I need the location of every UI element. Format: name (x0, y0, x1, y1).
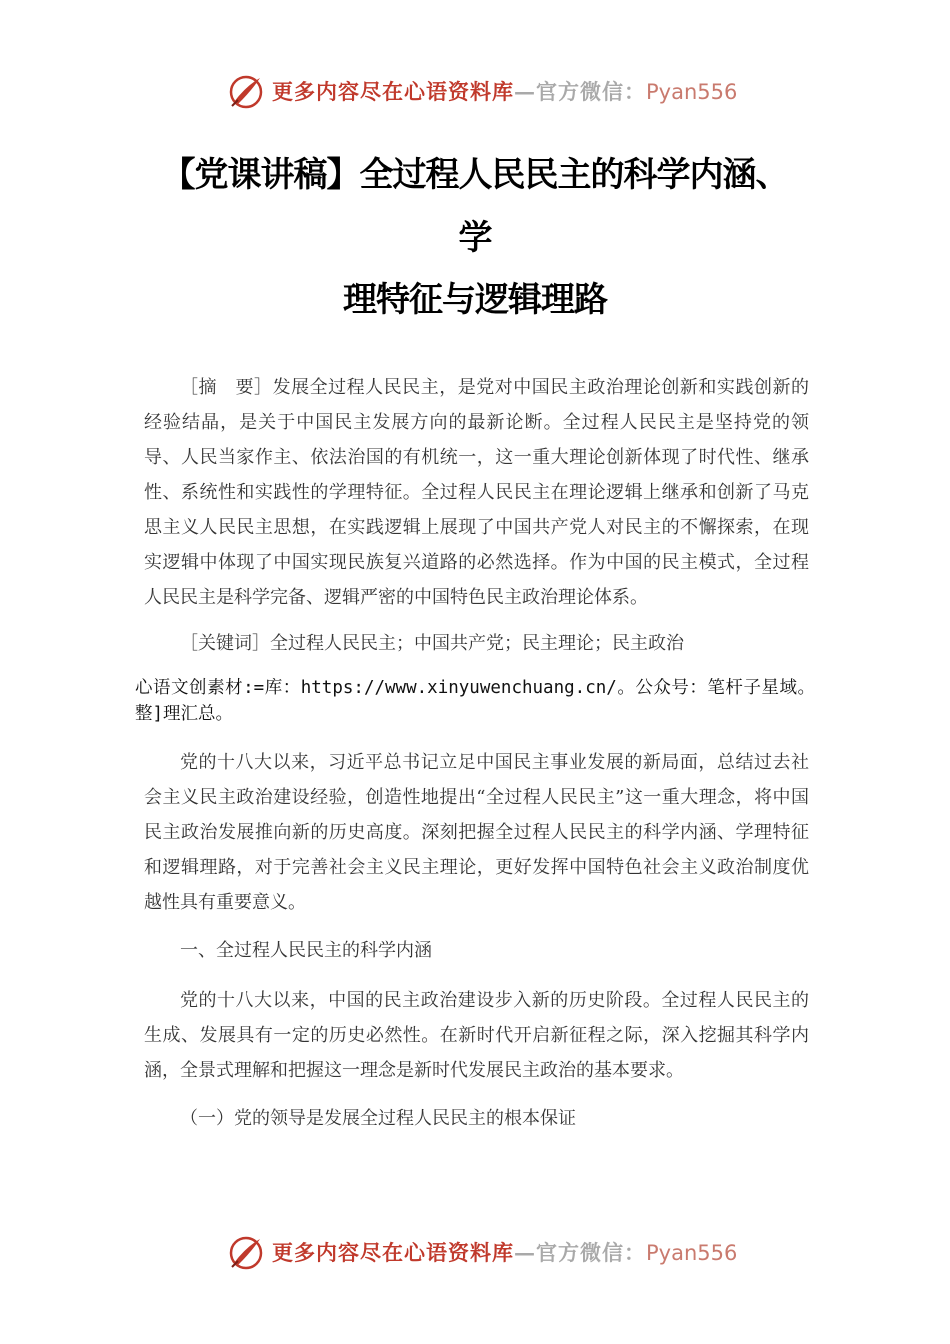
section-heading-1: 一、全过程人民民主的科学内涵 (180, 940, 432, 961)
banner-text-main: 更多内容尽在心语资料库 (272, 79, 514, 104)
banner-text-main: 更多内容尽在心语资料库 (272, 1240, 514, 1265)
document-title-line-1: 【党课讲稿】全过程人民民主的科学内涵、 (161, 155, 789, 195)
intro-paragraph: 党的十八大以来，习近平总书记立足中国民主事业发展的新局面，总结过去社会主义民主政治建设经验，创造性地提出“全过程人民民主”这一重大理念，将中国民主政治发展推向新的历史高度。深刻把握全过程人民民主的科学内涵、学理特征和逻辑理路，对于完善社会主义民主理论，更好发挥中国特色社会主义政治制度优越性具有重要意义。 (144, 752, 809, 913)
banner-text-label: —官方微信： (514, 1240, 646, 1265)
header-banner (0, 72, 950, 112)
pen-logo-icon (226, 1233, 266, 1273)
banner-text-wechat-id: Pyan556 (646, 80, 738, 104)
section-1-paragraph: 党的十八大以来，中国的民主政治建设步入新的历史阶段。全过程人民民主的生成、发展具有一定的历史必然性。在新时代开启新征程之际，深入挖掘其科学内涵，全景式理解和把握这一理念是新时代发展民主政治的基本要求。 (144, 990, 809, 1081)
source-note: 心语文创素材:=库：https://www.xinyuwenchuang.cn/。公众号：笔杆子星域。整]理汇总。 (135, 678, 815, 724)
document-title-line-2: 学 (458, 218, 492, 258)
banner-text-wechat-id: Pyan556 (646, 1241, 738, 1265)
document-title-line-3: 理特征与逻辑理路 (343, 280, 607, 320)
subsection-heading-1: （一）党的领导是发展全过程人民民主的根本保证 (180, 1108, 576, 1129)
keywords-paragraph: ［关键词］全过程人民民主；中国共产党；民主理论；民主政治 (180, 633, 684, 654)
banner-text (272, 1239, 737, 1267)
abstract-paragraph: ［摘 要］发展全过程人民民主，是党对中国民主政治理论创新和实践创新的经验结晶，是关于中国民主发展方向的最新论断。全过程人民民主是坚持党的领导、人民当家作主、依法治国的有机统一，这一重大理论创新体现了时代性、继承性、系统性和实践性的学理特征。全过程人民民主在理论逻辑上继承和创新了马克思主义人民民主思想，在实践逻辑上展现了中国共产党人对民主的不懈探索，在现实逻辑中体现了中国实现民族复兴道路的必然选择。作为中国的民主模式，全过程人民民主是科学完备、逻辑严密的中国特色民主政治理论体系。 (144, 377, 809, 608)
pen-logo-icon (226, 72, 266, 112)
banner-text (272, 78, 737, 106)
banner-text-label: —官方微信： (514, 79, 646, 104)
footer-banner (0, 1233, 950, 1273)
